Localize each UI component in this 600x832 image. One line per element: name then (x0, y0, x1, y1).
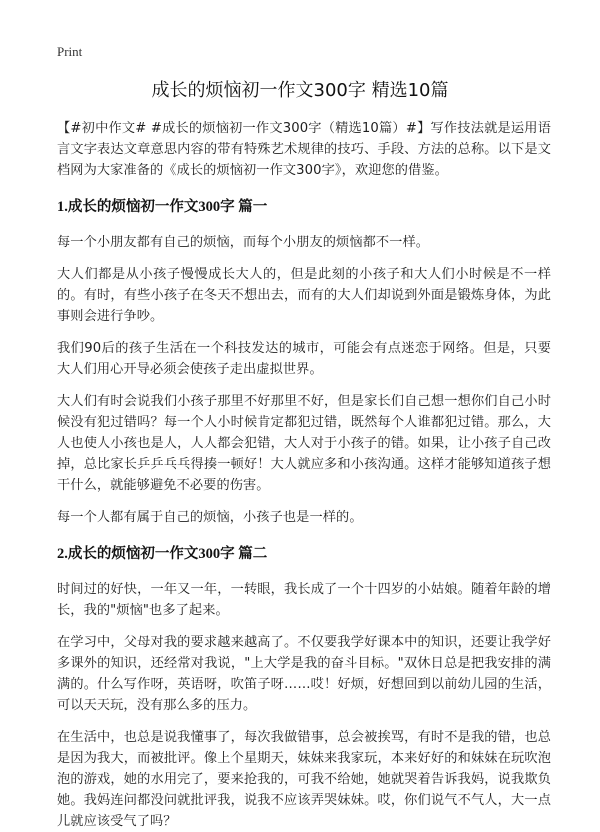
page-title: 成长的烦恼初一作文300字 精选10篇 (151, 80, 449, 101)
print-label[interactable]: Print (57, 44, 83, 59)
paragraph: 每一个人都有属于自己的烦恼，小孩子也是一样的。 (57, 510, 363, 525)
paragraph: 在生活中，也总是说我懂事了，每次我做错事，总会被挨骂，有时不是我的错，也总是因为我大，而被批评。像上个星期天，妹妹来我家玩，本来好好的和妹妹在玩吹泡泡的游戏，她的水用完了，要来抢我的，可我不给她，她就哭着告诉我妈，说我欺负她。我妈连问都没问就批评我，说我不应该弄哭妹妹。哎，你们说气不气人，大一点儿就应该受气了吗？ (57, 730, 551, 829)
paragraph: 在学习中，父母对我的要求越来越高了。不仅要我学好课本中的知识，还要让我学好多课外的知识，还经常对我说，"上大学是我的奋斗目标。"双休日总是把我安排的满满的。什么写作呀，英语呀，吹笛子呀……哎！好烦，好想回到以前幼儿园的生活，可以天天玩，没有那么多的压力。 (57, 635, 551, 713)
paragraph: 我们90后的孩子生活在一个科技发达的城市，可能会有点迷恋于网络。但是，只要大人们用心开导必须会使孩子走出虚拟世界。 (57, 341, 551, 377)
article-body (57, 118, 551, 832)
intro-paragraph: 【#初中作文# #成长的烦恼初一作文300字（精选10篇）#】写作技法就是运用语言文字表达文章意思内容的带有特殊艺术规律的技巧、手段、方法的总称。以下是文档网为大家准备的《成长的烦恼初一作文300字》，欢迎您的借鉴。 (57, 121, 551, 178)
section-heading: 1.成长的烦恼初一作文300字 篇一 (57, 199, 268, 215)
section-heading: 2.成长的烦恼初一作文300字 篇二 (57, 546, 268, 562)
paragraph: 大人们都是从小孩子慢慢成长大人的，但是此刻的小孩子和大人们小时候是不一样的。有时，有些小孩子在冬天不想出去，而有的大人们却说到外面是锻炼身体，为此事则会进行争吵。 (57, 267, 551, 324)
paragraph: 每一个小朋友都有自己的烦恼，而每个小朋友的烦恼都不一样。 (57, 235, 430, 250)
paragraph: 大人们有时会说我们小孩子那里不好那里不好，但是家长们自己想一想你们自己小时候没有犯过错吗？每一个人小时候肯定都犯过错，既然每个人谁都犯过错。那么，大人也使人小孩也是人，人人都会犯错，大人对于小孩子的错。如果，让小孩子自己改掉，总比家长乒乒乓乓得揍一顿好！大人就应多和小孩沟通。这样才能够知道孩子想干什么，就能够避免不必要的伤害。 (57, 394, 551, 493)
section-2 (57, 544, 551, 832)
section-1 (57, 197, 551, 528)
paragraph: 时间过的好快，一年又一年，一转眼，我长成了一个十四岁的小姑娘。随着年龄的增长，我的"烦恼"也多了起来。 (57, 582, 551, 618)
